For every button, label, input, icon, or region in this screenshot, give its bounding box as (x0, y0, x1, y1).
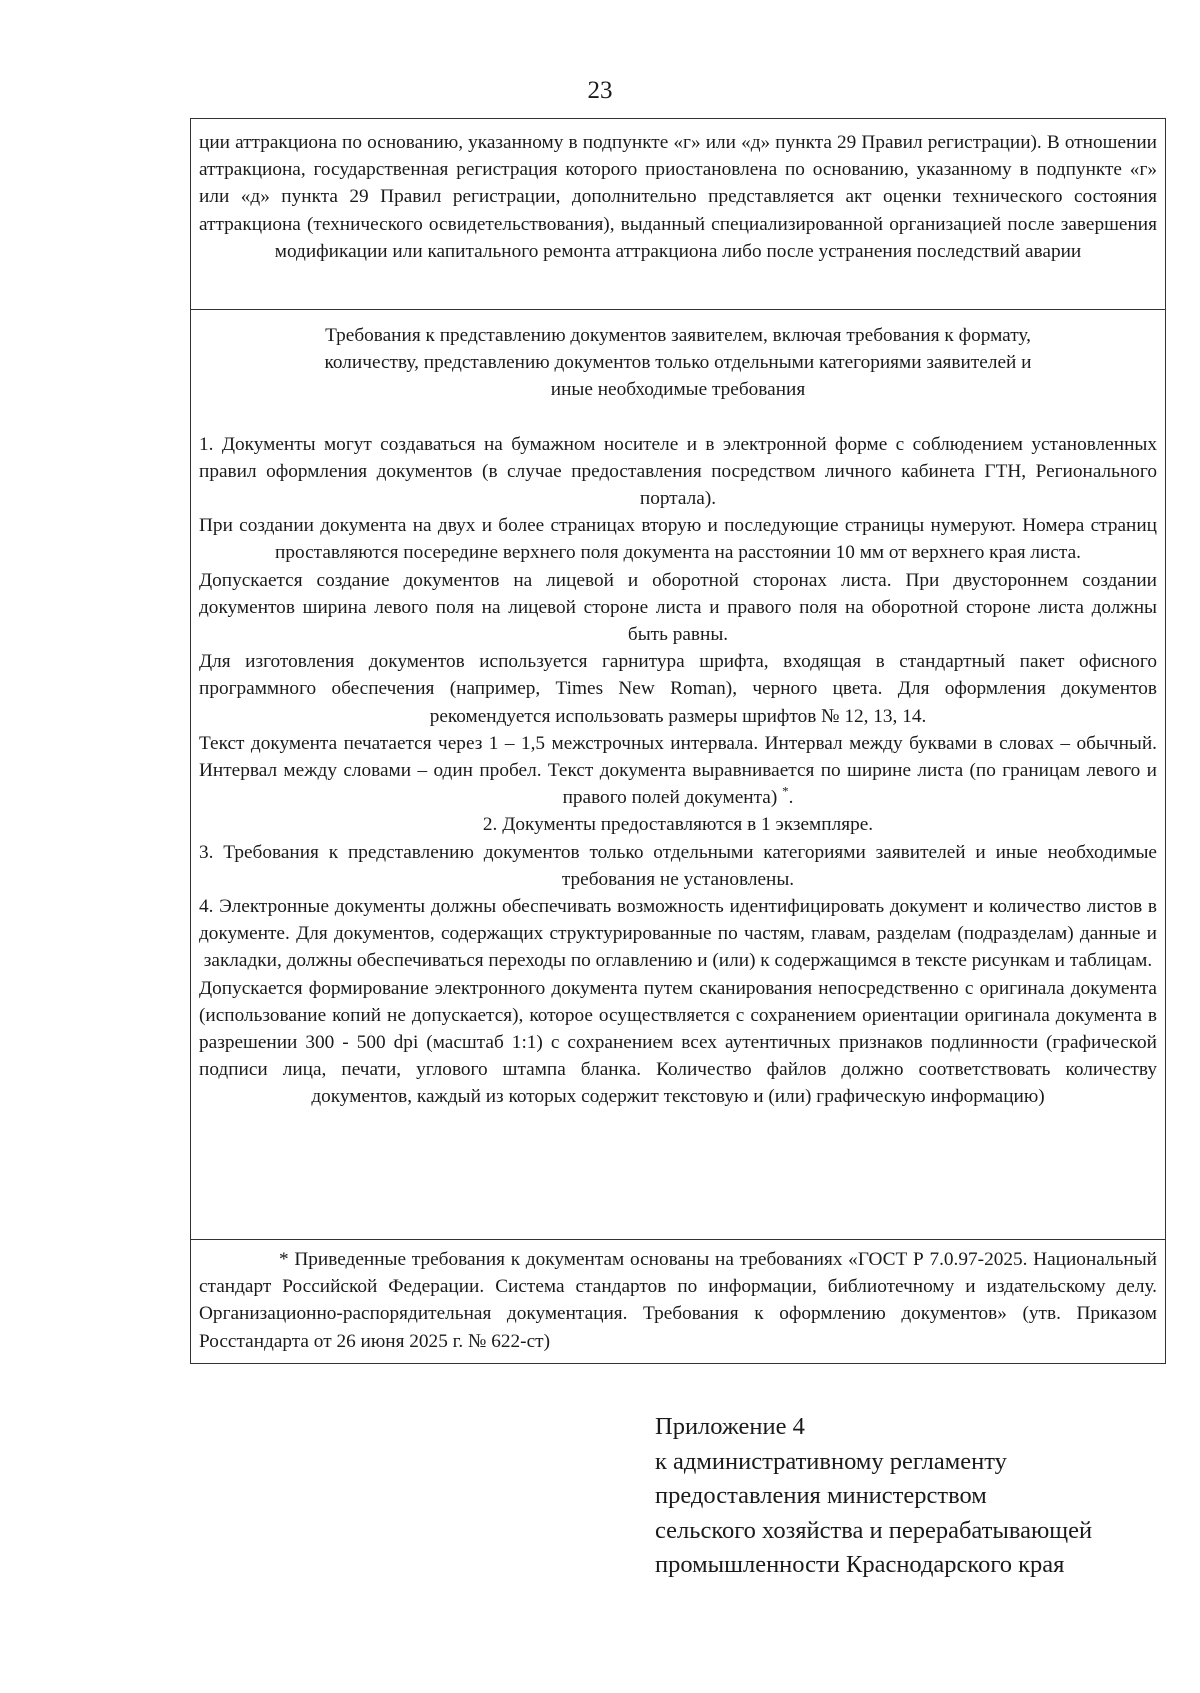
requirements-heading: Требования к представлению документов заявителем, включая требования к формату, количеству, представлению документов только отдельными категориями заявителей и иные необходимые требования (324, 325, 1032, 401)
appendix-line-3: предоставления министерством (655, 1482, 987, 1509)
appendix-line-5: промышленности Краснодарского края (655, 1551, 1065, 1578)
paragraph-5 (199, 730, 1157, 812)
appendix-title: Приложение 4 (655, 1413, 805, 1440)
paragraph-5-text: Текст документа печатается через 1 – 1,5 межстрочных интервала. Интервал между буквами в словах – обычный. Интервал между словами – один пробел. Текст документа выравнивается по ширине листа (по границам левого и правого полей документа) (199, 732, 1157, 809)
paragraph-6: 2. Документы предоставляются в 1 экземпляре. (482, 814, 874, 836)
appendix-line-4: сельского хозяйства и перерабатывающей (655, 1516, 1093, 1544)
requirements-cell (191, 309, 1165, 1239)
footnote-marker: * (782, 783, 789, 799)
footnote-text: * Приведенные требования к документам основаны на требованиях «ГОСТ Р 7.0.97-2025. Национальный стандарт Российской Федерации. Система стандартов по информации, библиотечному и издательскому делу. Организационно-распорядительная документация. Требования к оформлению документов» (утв. Приказом Росстандарта от 26 июня 2025 г. № 622-ст) (199, 1249, 1157, 1352)
continuation-text: ции аттракциона по основанию, указанному в подпункте «г» или «д» пункта 29 Правил регистрации). В отношении аттракциона, государственная регистрация которого приостановлена по основанию, указанному в подпункте «г» или «д» пункта 29 Правил регистрации, дополнительно представляется акт оценки технического состояния аттракциона (технического освидетельствования), выданный специализированной организацией после завершения модификации или капитального ремонта аттракциона либо после устранения последствий аварии (199, 132, 1157, 262)
page-number: 23 (587, 77, 613, 104)
paragraph-5-end: . (788, 787, 794, 809)
appendix-header (655, 1410, 1175, 1583)
paragraph-7: 3. Требования к представлению документов только отдельными категориями заявителей и иные необходимые требования не установлены. (199, 841, 1157, 890)
paragraph-9: Допускается формирование электронного документа путем сканирования непосредственно с оригинала документа (использование копий не допускается), которое осуществляется с сохранением ориентации оригинала документа в разрешении 300 - 500 dpi (масштаб 1:1) с сохранением всех аутентичных признаков подлинности (графической подписи лица, печати, углового штампа бланка. Количество файлов должно соответствовать количеству документов, каждый из которых содержит текстовую и (или) графическую информацию) (199, 977, 1157, 1108)
paragraph-1: 1. Документы могут создаваться на бумажном носителе и в электронной форме с соблюдением установленных правил оформления документов (в случае предоставления посредством личного кабинета ГТН, Регионального портала). (199, 433, 1157, 510)
requirements-table (190, 118, 1166, 1364)
paragraph-2: При создании документа на двух и более страницах вторую и последующие страницы нумеруют. Номера страниц проставляются посередине верхнего поля документа на расстоянии 10 мм от верхнего края листа. (199, 515, 1157, 564)
appendix-line-2: к административному регламенту (655, 1447, 1007, 1475)
continuation-cell (191, 119, 1165, 309)
paragraph-3: Допускается создание документов на лицевой и оборотной сторонах листа. При двустороннем создании документов ширина левого поля на лицевой стороне листа и правого поля на оборотной стороне листа должны быть равны. (199, 569, 1157, 646)
paragraph-4: Для изготовления документов используется гарнитура шрифта, входящая в стандартный пакет офисного программного обеспечения (например, Times New Roman), черного цвета. Для оформления документов рекомендуется использовать размеры шрифтов № 12, 13, 14. (199, 651, 1157, 727)
paragraph-8: 4. Электронные документы должны обеспечивать возможность идентифицировать документ и количество листов в документе. Для документов, содержащих структурированные по частям, главам, разделам (подразделам) данные и закладки, должны обеспечиваться переходы по оглавлению и (или) к содержащимся в тексте рисункам и таблицам. (199, 896, 1157, 972)
footnote-cell (191, 1239, 1165, 1363)
